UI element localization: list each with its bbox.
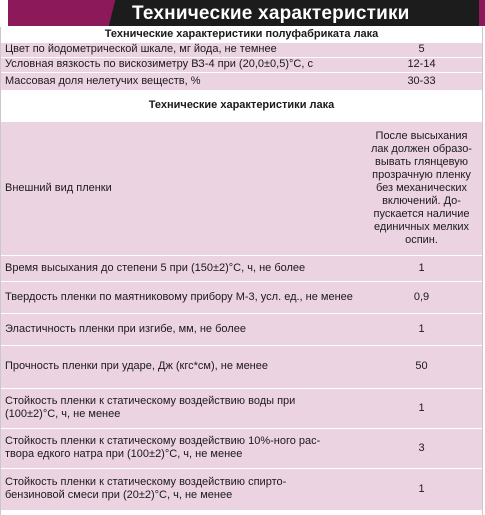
- row-value: 1: [361, 255, 482, 281]
- label-line: Стойкость пленки к статическому воздействию 10%-ного рас-: [5, 435, 321, 447]
- section-heading-semi-product: Технические характеристики полуфабриката лака: [1, 27, 482, 42]
- row-label: Условная вязкость по вискозиметру ВЗ-4 при (20,0±0,5)°С, с: [1, 57, 361, 72]
- header-accent-right: [479, 0, 485, 26]
- value-line: оспин.: [405, 233, 438, 246]
- value-line: лак должен образо-: [371, 142, 472, 155]
- row-label: Цвет по йодометрической шкале, мг йода, не темнее: [1, 42, 361, 57]
- row-value: 5: [361, 42, 482, 57]
- value-line: включений. До-: [382, 194, 461, 207]
- row-label: [1, 468, 361, 510]
- header-accent-left: [8, 0, 120, 26]
- section-heading-varnish: Технические характеристики лака: [1, 90, 482, 121]
- value-line: пускается наличие: [373, 207, 470, 220]
- table-row: [1, 57, 482, 72]
- row-label: Прочность пленки при ударе, Дж (кгс*см), не менее: [1, 345, 361, 388]
- row-value: 0,9: [361, 281, 482, 313]
- row-value: 1: [361, 468, 482, 510]
- table-row: [1, 121, 482, 255]
- row-value: 12-14: [361, 57, 482, 72]
- table-row: [1, 255, 482, 281]
- table-row: [1, 72, 482, 90]
- row-label: Твердость пленки по маятниковому прибору М-3, усл. ед., не менее: [1, 281, 361, 313]
- row-value: 50: [361, 345, 482, 388]
- table-row: [1, 388, 482, 428]
- value-line: без механических: [375, 181, 468, 194]
- section-heading-row: [1, 90, 482, 121]
- row-label: Внешний вид пленки: [1, 121, 361, 255]
- label-line: Стойкость пленки к статическому воздействию воды при: [5, 395, 296, 407]
- page-header: [0, 0, 485, 26]
- table-row: [1, 313, 482, 345]
- table-row: [1, 428, 482, 468]
- section-heading-row: [1, 27, 482, 42]
- table-row: [1, 345, 482, 388]
- specs-table: [1, 27, 482, 511]
- row-label: [1, 428, 361, 468]
- row-value: 3: [361, 428, 482, 468]
- row-label: Массовая доля нелетучих веществ, %: [1, 72, 361, 90]
- page-title: Технические характеристики: [132, 3, 410, 24]
- value-line: единичных мелких: [373, 220, 470, 233]
- value-line: После высыхания: [375, 129, 468, 142]
- appearance-value: [361, 121, 482, 255]
- label-line: Стойкость пленки к статическому воздействию спирто-: [5, 476, 287, 488]
- table-row: [1, 468, 482, 510]
- table-row: [1, 281, 482, 313]
- row-label: Время высыхания до степени 5 при (150±2)°С, ч, не более: [1, 255, 361, 281]
- value-line: прозрачную пленку: [372, 168, 471, 181]
- table-row: [1, 42, 482, 57]
- row-value: 30-33: [361, 72, 482, 90]
- label-line: твора едкого натра при (100±2)°С, ч, не менее: [5, 448, 243, 460]
- row-label: [1, 388, 361, 428]
- row-value: 1: [361, 388, 482, 428]
- row-value: 1: [361, 313, 482, 345]
- value-line: вывать глянцевую: [374, 155, 469, 168]
- label-line: бензиновой смеси при (20±2)°С, ч, не менее: [5, 489, 233, 501]
- row-label: Эластичность пленки при изгибе, мм, не более: [1, 313, 361, 345]
- label-line: (100±2)°С, ч, не менее: [5, 408, 121, 420]
